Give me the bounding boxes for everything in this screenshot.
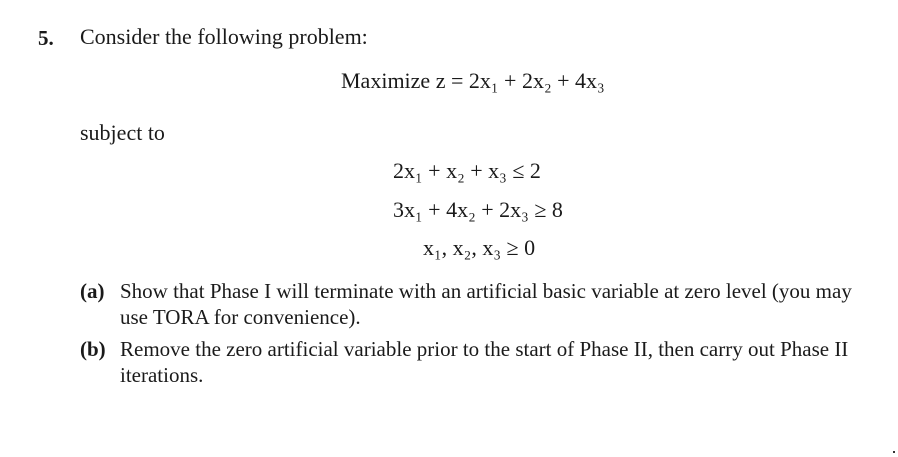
constraint-2: 3x₁ + 4x₂ + 2x₃ ≥ 8 (393, 197, 563, 222)
part-b (80, 336, 880, 388)
objective-function: Maximize z = 2x₁ + 2x₂ + 4x₃ (341, 68, 605, 93)
problem-number: 5. (38, 26, 54, 50)
part-a-label: (a) (80, 279, 105, 303)
nonnegativity-constraint: x₁, x₂, x₃ ≥ 0 (423, 235, 536, 260)
part-b-text: Remove the zero artificial variable prior to the start of Phase II, then carry out Phase II iterations. (120, 337, 849, 387)
part-a-text: Show that Phase I will terminate with an artificial basic variable at zero level (you may use TORA for convenience). (120, 279, 852, 329)
part-b-label: (b) (80, 337, 106, 361)
problem-intro: Consider the following problem: (80, 24, 368, 49)
subject-to-label: subject to (80, 120, 165, 145)
part-a (80, 278, 880, 330)
scan-speck (893, 451, 895, 453)
constraint-1: 2x₁ + x₂ + x₃ ≤ 2 (393, 158, 541, 183)
